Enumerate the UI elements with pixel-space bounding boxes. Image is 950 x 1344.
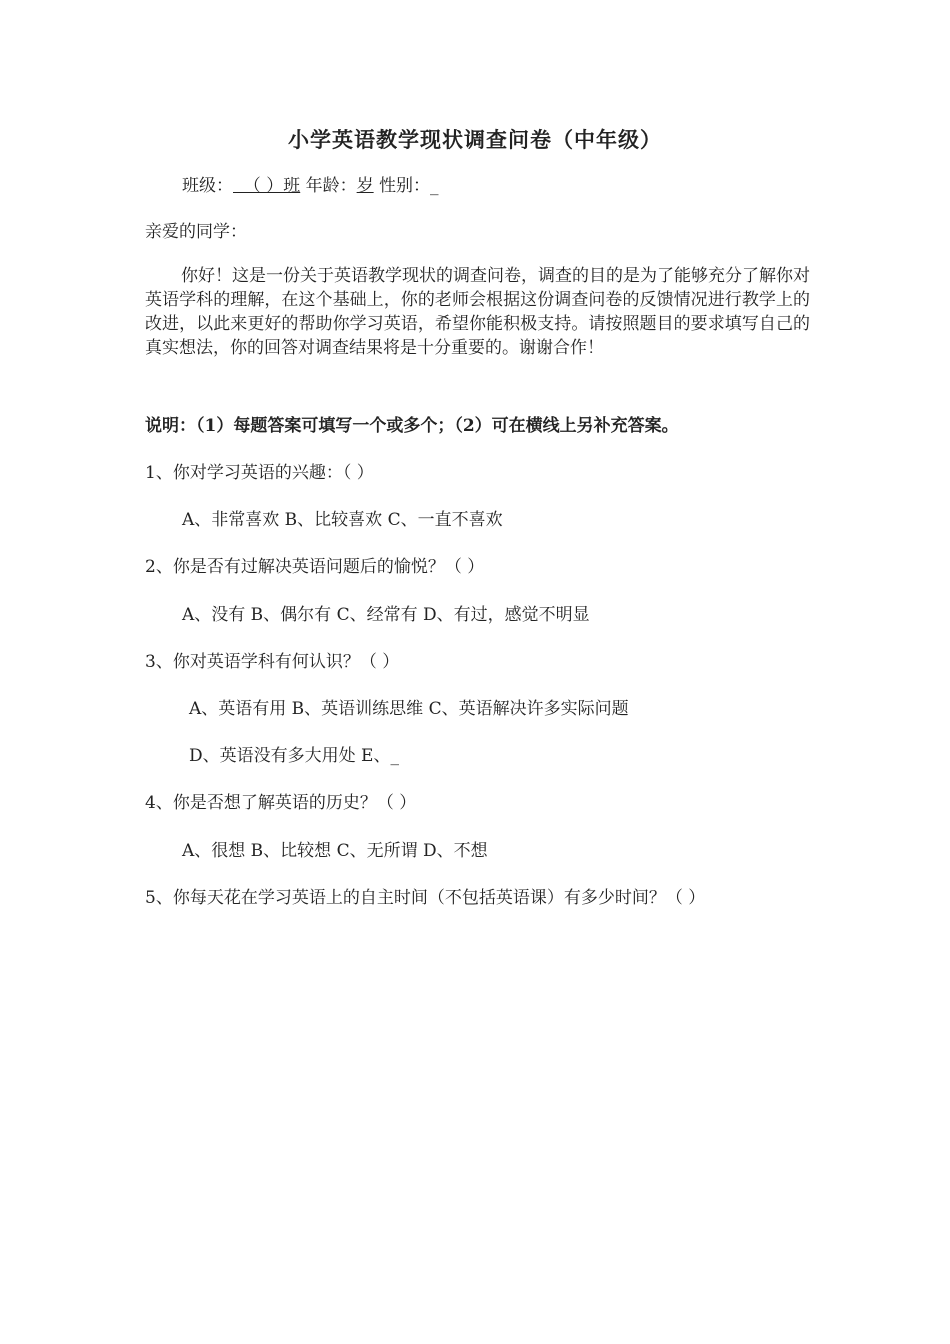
question-3-options-row-2[interactable]: D、英语没有多大用处 E、_ xyxy=(189,746,399,766)
gender-field[interactable]: _ xyxy=(430,176,439,196)
class-label: 班级： xyxy=(182,176,233,196)
student-info-line xyxy=(182,175,439,197)
gender-label: 性别： xyxy=(379,176,431,196)
greeting: 亲爱的同学： xyxy=(145,222,247,242)
page-title: 小学英语教学现状调查问卷（中年级） xyxy=(288,127,662,152)
class-field[interactable]: （ ）班 xyxy=(233,176,301,196)
question-1-options[interactable]: A、非常喜欢 B、比较喜欢 C、一直不喜欢 xyxy=(182,510,503,530)
question-4: 4、你是否想了解英语的历史？（ ） xyxy=(145,793,417,813)
question-1: 1、你对学习英语的兴趣：（ ） xyxy=(145,463,374,483)
age-field[interactable]: 岁 xyxy=(356,176,374,196)
age-label: 年龄： xyxy=(305,176,357,196)
intro-paragraph: 你好！这是一份关于英语教学现状的调查问卷，调查的目的是为了能够充分了解你对英语学科的理解，在这个基础上，你的老师会根据这份调查问卷的反馈情况进行教学上的改进，以此来更好的帮助你学习英语，希望你能积极支持。请按照题目的要求填写自己的真实想法，你的回答对调查结果将是十分重要的。谢谢合作！ xyxy=(145,266,810,358)
question-5: 5、你每天花在学习英语上的自主时间（不包括英语课）有多少时间？（ ） xyxy=(145,888,706,908)
instructions-note: 说明：（1）每题答案可填写一个或多个；（2）可在横线上另补充答案。 xyxy=(145,416,679,436)
question-3: 3、你对英语学科有何认识？（ ） xyxy=(145,652,400,672)
question-2: 2、你是否有过解决英语问题后的愉悦？（ ） xyxy=(145,557,485,577)
question-2-options[interactable]: A、没有 B、偶尔有 C、经常有 D、有过，感觉不明显 xyxy=(182,605,590,625)
question-4-options[interactable]: A、很想 B、比较想 C、无所谓 D、不想 xyxy=(182,841,488,861)
question-3-options-row-1[interactable]: A、英语有用 B、英语训练思维 C、英语解决许多实际问题 xyxy=(189,699,629,719)
